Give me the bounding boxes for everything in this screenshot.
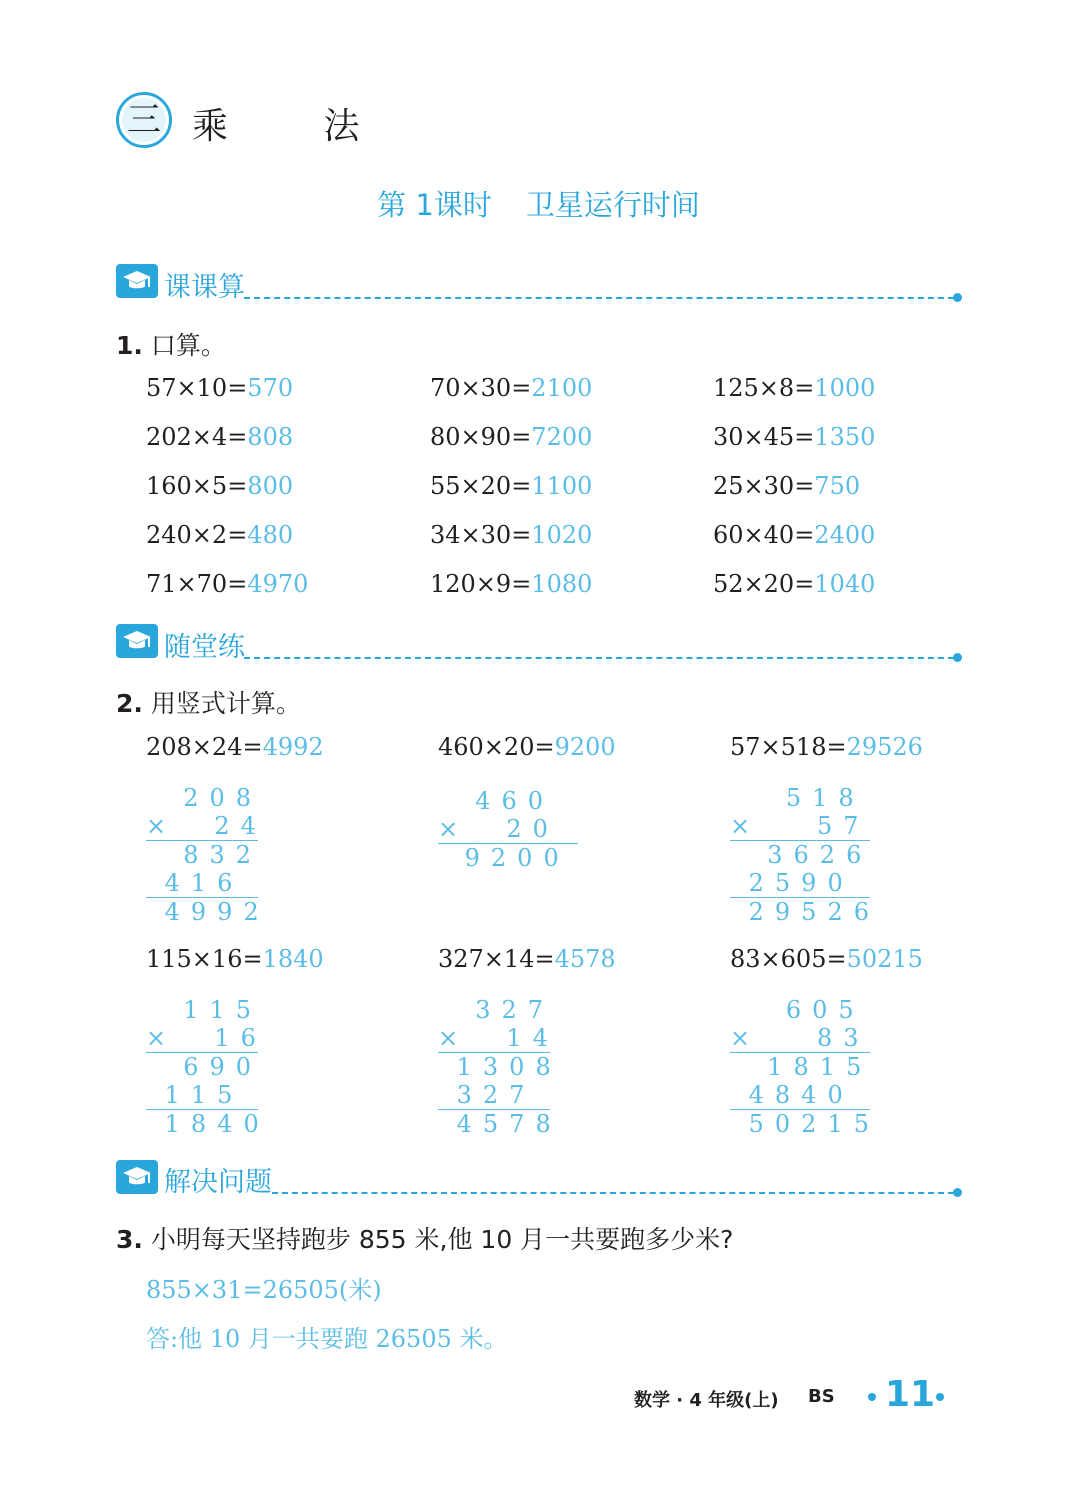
question-number: 1. xyxy=(116,331,143,360)
calc-line: 115 xyxy=(146,1081,263,1109)
calc-line: 2590 xyxy=(730,869,873,897)
calc-line: × 24 xyxy=(146,812,267,840)
question-text: 口算。 xyxy=(150,331,226,360)
q2-expression: 115×16=1840 xyxy=(146,945,324,973)
expression: 70×30= xyxy=(430,374,532,402)
q1-item xyxy=(430,423,592,451)
calc-line: × 57 xyxy=(730,812,870,840)
q1-item xyxy=(713,472,860,500)
answer: 2100 xyxy=(531,374,593,402)
expression: 240×2= xyxy=(146,521,248,549)
graduation-cap-icon xyxy=(116,264,158,298)
expression: 55×20= xyxy=(430,472,532,500)
q1-item xyxy=(713,374,875,402)
section-divider xyxy=(244,297,954,299)
vertical-calculation xyxy=(438,787,578,872)
q3-answer: 答:他 10 月一共要跑 26505 米。 xyxy=(146,1325,508,1353)
expression: 120×9= xyxy=(430,570,532,598)
section-divider-dot xyxy=(953,653,962,662)
q1-item xyxy=(713,521,875,549)
answer: 570 xyxy=(247,374,294,402)
question-1-title xyxy=(116,326,226,362)
q1-item xyxy=(713,570,875,598)
calc-line: 4578 xyxy=(438,1110,562,1138)
expression: 30×45= xyxy=(713,423,815,451)
question-text: 小明每天坚持跑步 855 米,他 10 月一共要跑多少米? xyxy=(150,1225,734,1254)
expression: 160×5= xyxy=(146,472,248,500)
calc-line: 1840 xyxy=(146,1110,270,1138)
answer: 480 xyxy=(247,521,294,549)
vertical-calculation xyxy=(146,996,270,1138)
graduation-cap-icon xyxy=(116,1160,158,1194)
calc-line: 460 xyxy=(438,787,555,815)
answer: 808 xyxy=(247,423,294,451)
answer: 1040 xyxy=(814,570,876,598)
lesson-title xyxy=(0,183,1077,224)
answer: 1350 xyxy=(814,423,876,451)
footer-subject: 数学 · 4 年级(上) xyxy=(634,1390,779,1411)
section-title-practice: 课课算 xyxy=(164,272,245,303)
answer: 800 xyxy=(247,472,294,500)
calc-line: 208 xyxy=(146,784,263,812)
calc-line: 416 xyxy=(146,869,263,897)
expression: 71×70= xyxy=(146,570,248,598)
q2-expression: 460×20=9200 xyxy=(438,733,616,761)
q1-item xyxy=(146,521,293,549)
chapter-title: 乘 法 xyxy=(192,106,402,147)
answer: 1000 xyxy=(814,374,876,402)
q1-item xyxy=(713,423,875,451)
calc-line: 832 xyxy=(146,841,263,869)
expression: 34×30= xyxy=(430,521,532,549)
calc-line: 327 xyxy=(438,996,555,1024)
calc-line: 605 xyxy=(730,996,865,1024)
expression: 52×20= xyxy=(713,570,815,598)
footer-edition: BS xyxy=(808,1386,835,1407)
chapter-number: 三 xyxy=(122,98,166,142)
answer: 1080 xyxy=(531,570,593,598)
lesson-name: 卫星运行时间 xyxy=(525,188,700,222)
q3-work: 855×31=26505(米) xyxy=(146,1276,382,1304)
calc-line: 518 xyxy=(730,784,865,812)
lesson-label: 第 1课时 xyxy=(377,188,492,222)
page-number-dot xyxy=(868,1393,876,1401)
q1-item xyxy=(146,374,293,402)
calc-line: × 83 xyxy=(730,1024,870,1052)
section-divider xyxy=(244,657,954,659)
section-title-problem-solving: 解决问题 xyxy=(164,1167,272,1198)
answer: 7200 xyxy=(531,423,593,451)
q2-expression: 57×518=29526 xyxy=(730,733,923,761)
page-number: 11 xyxy=(885,1374,936,1415)
calc-line: × 14 xyxy=(438,1024,559,1052)
answer: 1100 xyxy=(531,472,593,500)
question-text: 用竖式计算。 xyxy=(150,689,301,718)
q2-expression: 83×605=50215 xyxy=(730,945,923,973)
section-divider-dot xyxy=(953,1188,962,1197)
page-number-dot xyxy=(936,1393,944,1401)
q2-expression: 327×14=4578 xyxy=(438,945,616,973)
q1-item xyxy=(430,521,592,549)
expression: 80×90= xyxy=(430,423,532,451)
answer: 2400 xyxy=(814,521,876,549)
calc-line: 4840 xyxy=(730,1081,873,1109)
calc-line: 115 xyxy=(146,996,263,1024)
question-number: 2. xyxy=(116,689,143,718)
expression: 57×10= xyxy=(146,374,248,402)
q1-item xyxy=(146,570,308,598)
calc-line: 4992 xyxy=(146,898,270,926)
expression: 125×8= xyxy=(713,374,815,402)
q1-item xyxy=(430,374,592,402)
calc-line: × 16 xyxy=(146,1024,267,1052)
calc-line: 1308 xyxy=(438,1053,562,1081)
question-2-title xyxy=(116,684,301,720)
section-divider xyxy=(272,1192,954,1194)
vertical-calculation xyxy=(730,996,880,1138)
answer: 4970 xyxy=(247,570,309,598)
calc-line: 29526 xyxy=(730,898,880,926)
calc-line: 50215 xyxy=(730,1110,880,1138)
q1-item xyxy=(430,570,592,598)
vertical-calculation xyxy=(146,784,270,926)
expression: 25×30= xyxy=(713,472,815,500)
graduation-cap-icon xyxy=(116,624,158,658)
question-number: 3. xyxy=(116,1225,143,1254)
calc-line: 3626 xyxy=(730,841,873,869)
calc-line: 1815 xyxy=(730,1053,873,1081)
calc-line: 9200 xyxy=(446,844,570,872)
answer: 750 xyxy=(814,472,861,500)
vertical-calculation xyxy=(438,996,562,1138)
expression: 60×40= xyxy=(713,521,815,549)
q2-expression: 208×24=4992 xyxy=(146,733,324,761)
q1-item xyxy=(430,472,592,500)
calc-line: 690 xyxy=(146,1053,263,1081)
q1-item xyxy=(146,423,293,451)
question-3 xyxy=(116,1220,733,1256)
q1-item xyxy=(146,472,293,500)
expression: 202×4= xyxy=(146,423,248,451)
calc-line: × 20 xyxy=(438,815,559,843)
answer: 1020 xyxy=(531,521,593,549)
vertical-calculation xyxy=(730,784,880,926)
section-divider-dot xyxy=(953,293,962,302)
calc-line: 327 xyxy=(438,1081,555,1109)
section-title-classwork: 随堂练 xyxy=(164,632,245,663)
chapter-badge xyxy=(116,92,172,148)
